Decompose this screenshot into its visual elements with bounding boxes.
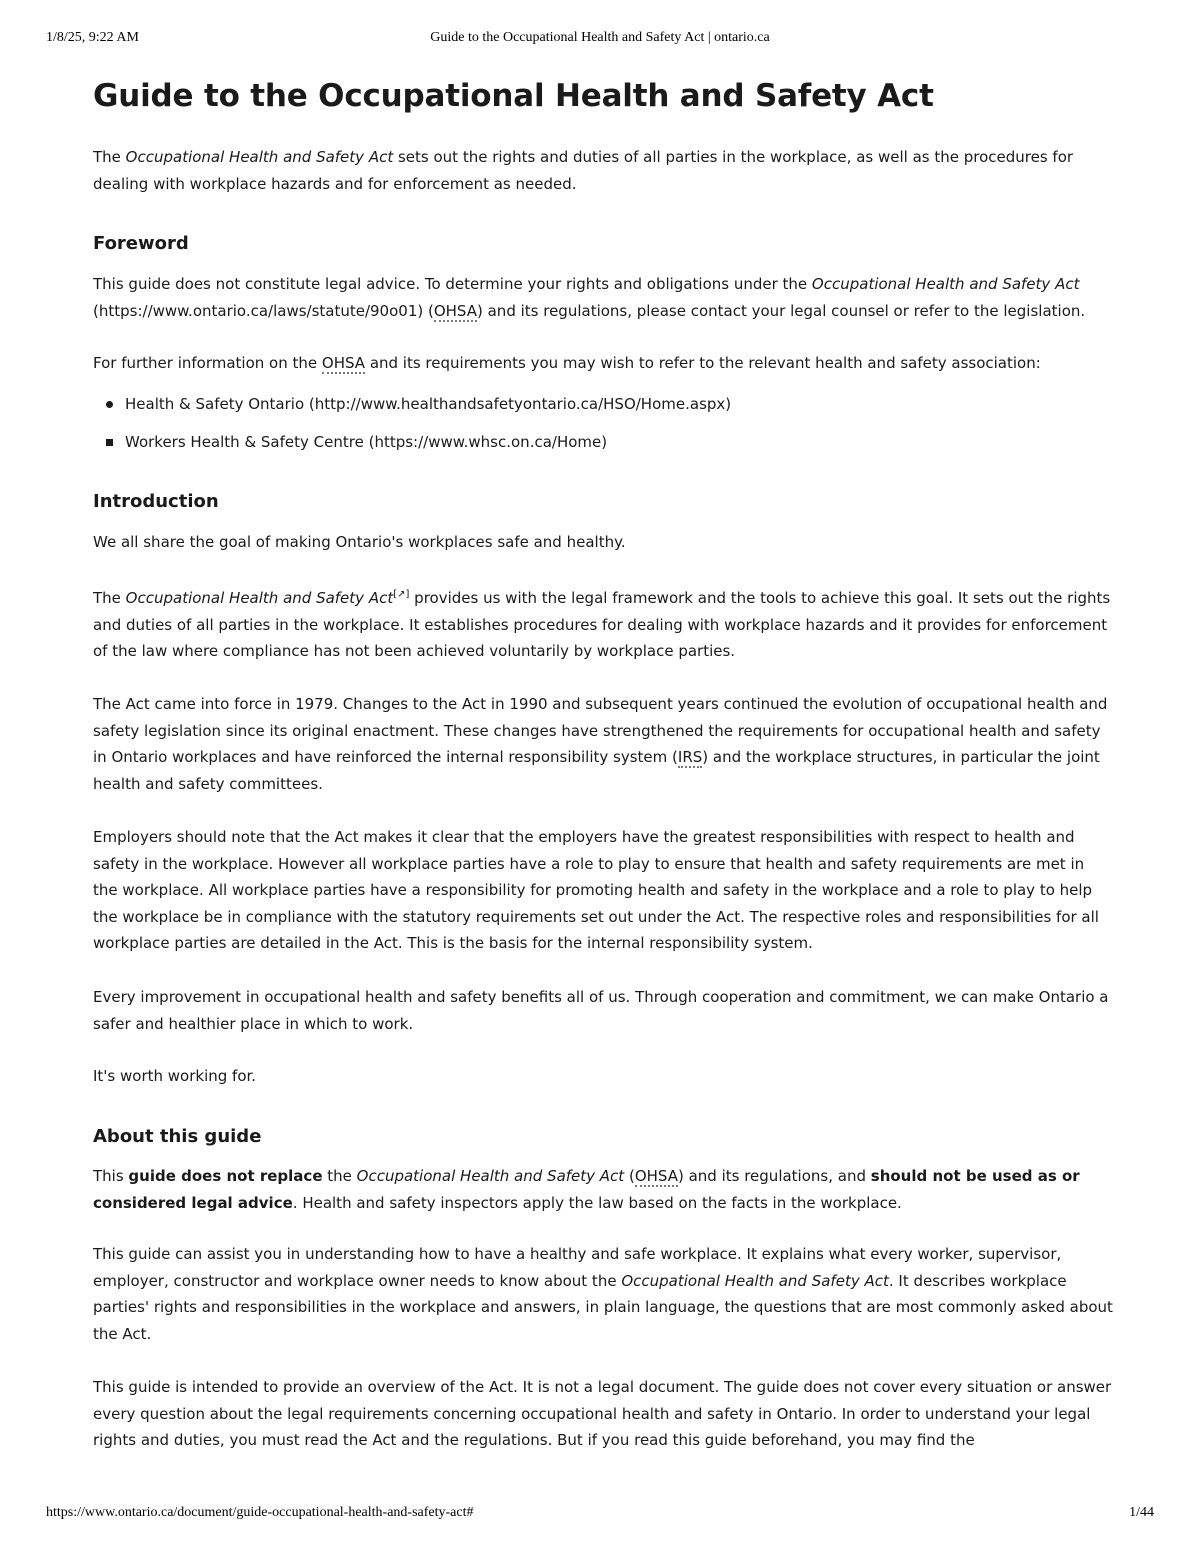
page-title: Guide to the Occupational Health and Safety Act: [93, 78, 934, 114]
about-paragraph-2: This guide can assist you in understanding how to have a healthy and safe workplace. It explains what every worker, supervisor, employer, constructor and workplace owner needs to know about the Occupational Health and Safety Act. It describes workplace parties' rights and responsibilities in the workplace and answers, in plain language, the questions that are most commonly asked about the Act.: [93, 1245, 1113, 1343]
print-header: [46, 30, 1154, 50]
print-url: https://www.ontario.ca/document/guide-occupational-health-and-safety-act#: [46, 1505, 474, 1520]
act-link[interactable]: Occupational Health and Safety Act: [811, 275, 1080, 293]
about-paragraph-3: This guide is intended to provide an overview of the Act. It is not a legal document. The guide does not cover every situation or answer every question about the legal requirements concerning occupational health and safety in Ontario. In order to understand your legal rights and duties, you must read the Act and the regulations. But if you read this guide beforehand, you may find the: [93, 1378, 1112, 1449]
foreword-heading: Foreword: [93, 233, 189, 254]
introduction-paragraph-5: Every improvement in occupational health and safety benefits all of us. Through cooperation and commitment, we can make Ontario a safer and healthier place in which to work.: [93, 988, 1109, 1033]
list-item-whsc[interactable]: Workers Health & Safety Centre (https://www.whsc.on.ca/Home): [93, 429, 731, 467]
ohsa-abbr[interactable]: OHSA: [634, 1167, 678, 1185]
print-datetime: 1/8/25, 9:22 AM: [46, 30, 139, 45]
print-page-title: Guide to the Occupational Health and Safety Act | ontario.ca: [430, 30, 770, 45]
act-name: Occupational Health and Safety Act: [125, 148, 394, 166]
act-link-url: (https://www.ontario.ca/laws/statute/90o01) (: [93, 301, 434, 320]
act-link[interactable]: Occupational Health and Safety Act: [125, 589, 394, 607]
introduction-paragraph-6: It's worth working for.: [93, 1067, 257, 1085]
introduction-paragraph-4: Employers should note that the Act makes it clear that the employers have the greatest responsibilities with respect to health and safety in the workplace. However all workplace parties have a role to play to ensure that health and safety requirements are met in the workplace. All workplace parties have a responsibility for promoting health and safety in the workplace and a role to play to help the workplace be in compliance with the statutory requirements set out under the Act. The respective roles and responsibilities for all workplace parties are detailed in the Act. This is the basis for the internal responsibility system.: [93, 828, 1099, 952]
introduction-paragraph-2: The Occupational Health and Safety Act[↗] provides us with the legal framework and the tools to achieve this goal. It sets out the rights and duties of all parties in the workplace. It establishes procedures for dealing with workplace hazards and it provides for enforcement of the law where compliance has not been achieved voluntarily by workplace parties.: [93, 589, 1111, 660]
print-footer: [46, 1505, 1154, 1525]
print-page-number: 1/44: [1129, 1505, 1154, 1520]
foreword-paragraph-1: This guide does not constitute legal advice. To determine your rights and obligations under the Occupational Health and Safety Act (https://www.ontario.ca/laws/statute/90o01) (OHSA) and its regulations, please contact your legal counsel or refer to the legislation.: [93, 275, 1086, 320]
about-heading: About this guide: [93, 1126, 262, 1147]
about-paragraph-1: This guide does not replace the Occupational Health and Safety Act (OHSA) and its regulations, and should not be used as or considered legal advice. Health and safety inspectors apply the law based on the facts in the workplace.: [93, 1167, 1080, 1212]
list-item-hso[interactable]: Health & Safety Ontario (http://www.healthandsafetyontario.ca/HSO/Home.aspx): [93, 391, 731, 429]
foreword-paragraph-2: For further information on the OHSA and its requirements you may wish to refer to the relevant health and safety association:: [93, 354, 1041, 372]
irs-abbr[interactable]: IRS: [677, 748, 703, 766]
association-list: [93, 391, 731, 467]
act-name: Occupational Health and Safety Act: [356, 1167, 625, 1185]
ohsa-abbr[interactable]: OHSA: [321, 354, 366, 372]
intro-paragraph: The Occupational Health and Safety Act sets out the rights and duties of all parties in the workplace, as well as the procedures for dealing with workplace hazards and for enforcement as needed.: [93, 148, 1074, 193]
external-link-icon: [↗]: [393, 589, 410, 600]
introduction-paragraph-3: The Act came into force in 1979. Changes to the Act in 1990 and subsequent years continued the evolution of occupational health and safety legislation since its original enactment. These changes have strengthened the requirements for occupational health and safety in Ontario workplaces and have reinforced the internal responsibility system (IRS) and the workplace structures, in particular the joint health and safety committees.: [93, 695, 1108, 793]
introduction-paragraph-1: We all share the goal of making Ontario's workplaces safe and healthy.: [93, 533, 626, 551]
act-name: Occupational Health and Safety Act: [621, 1271, 889, 1290]
introduction-heading: Introduction: [93, 491, 219, 512]
ohsa-abbr[interactable]: OHSA: [433, 301, 477, 320]
